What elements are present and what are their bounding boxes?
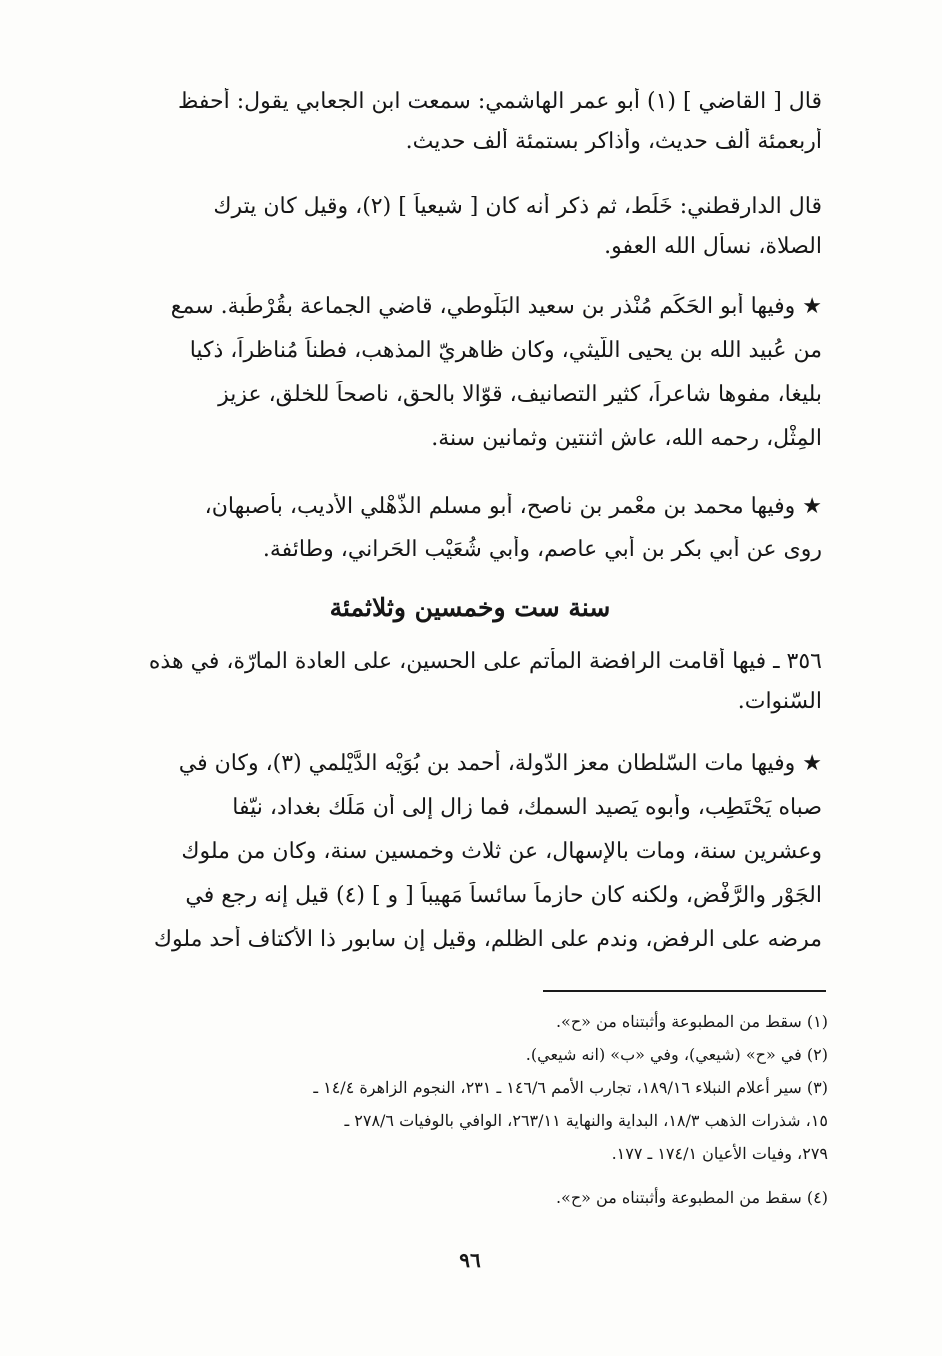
text-line: السّنوات.	[737, 689, 822, 714]
paragraph-daraqutni	[118, 193, 822, 261]
text-line: الصلاة، نسأل الله العفو.	[604, 234, 822, 259]
text-line: قال [ القاضي ] (١) أبو عمر الهاشمي: سمعت ابن الجعابي يقول: أحفظ	[178, 89, 822, 114]
text-line: مرضه على الرفض، وندم على الظلم، وقيل إن سابور ذا الأكتاف أحد ملوك	[153, 927, 822, 952]
text-line: صباه يَحْتَطِب، وأبوه يَصيد السمك، فما زال إلى أن مَلَك بغداد، نيّفا	[232, 795, 822, 820]
text-line: بليغا، مفوها شاعراً، كثير التصانيف، قوّالا بالحق، ناصحاً للخلق، عزيز	[218, 382, 822, 407]
footnote-line: (٤) سقط من المطبوعة وأثبتناه من «ح».	[555, 1188, 828, 1207]
text-line: وعشرين سنة، ومات بالإسهال، عن ثلاث وخمسين سنة، وكان من ملوك	[181, 839, 822, 864]
text-line: ٣٥٦ ـ فيها أقامت الرافضة المأتم على الحسين، على العادة المارّة، في هذه	[148, 649, 822, 674]
text-line: ★ وفيها محمد بن معْمر بن ناصح، أبو مسلم الذُّهْلي الأديب، بأصبهان،	[204, 494, 822, 519]
footnote-1	[118, 1010, 828, 1034]
footnote-line: (١) سقط من المطبوعة وأثبتناه من «ح».	[555, 1012, 828, 1031]
paragraph-mundhir	[118, 293, 822, 453]
footnote-line: ٢٧٩، وفيات الأعيان ١٧٤/١ ـ ١٧٧.	[611, 1144, 828, 1163]
footnote-line: ١٥، شذرات الذهب ١٨/٣، البداية والنهاية ٢٦٣/١١، الوافي بالوفيات ٢٧٨/٦ ـ	[344, 1111, 828, 1130]
paragraph-dhuhli	[118, 493, 822, 564]
footnote-4	[118, 1186, 828, 1210]
footnote-line: (٣) سير أعلام النبلاء ١٨٩/١٦، تجارب الأمم ١٤٦/٦ ـ ٢٣١، النجوم الزاهرة ١٤/٤ ـ	[313, 1078, 828, 1097]
footnote-3	[118, 1076, 828, 1166]
paragraph-jiabi	[118, 88, 822, 156]
footnote-2	[118, 1043, 828, 1067]
paragraph-muizz-al-dawla	[118, 750, 822, 954]
year-heading: سنة ست وخمسين وثلاثمئة	[329, 593, 611, 622]
page-number: ٩٦	[459, 1248, 481, 1272]
footnote-line: (٢) في «ح» (شيعي)، وفي «ب» (انه شيعي).	[525, 1045, 828, 1064]
text-line: الجَوْر والرَّفْض، ولكنه كان حازماً سائساً مَهيباً [ و ] (٤) قيل إنه رجع في	[185, 883, 822, 908]
text-line: من عُبيد الله بن يحيى اللَّيثي، وكان ظاهريّ المذهب، فطناً مُناظراً، ذكيا	[189, 338, 822, 363]
paragraph-year-356	[118, 648, 822, 716]
text-line: ★ وفيها مات السّلطان معز الدّولة، أحمد بن بُوَيْه الدَّيْلمي (٣)، وكان في	[178, 751, 822, 776]
footnote-separator	[543, 990, 826, 992]
text-line: قال الدارقطني: خَلَط، ثم ذكر أنه كان [ شيعياً ] (٢)، وقيل كان يترك	[213, 194, 822, 219]
text-line: روى عن أبي بكر بن أبي عاصم، وأبي شُعَيْب الحَراني، وطائفة.	[262, 537, 822, 562]
text-line: أربعمئة ألف حديث، وأذاكر بستمئة ألف حديث.	[405, 129, 822, 154]
text-line: ★ وفيها أبو الحَكَم مُنْذر بن سعيد البَلّوطي، قاضي الجماعة بقُرْطُبة. سمع	[170, 294, 822, 319]
text-line: المِثْل، رحمه الله، عاش اثنتين وثمانين سنة.	[431, 426, 822, 451]
